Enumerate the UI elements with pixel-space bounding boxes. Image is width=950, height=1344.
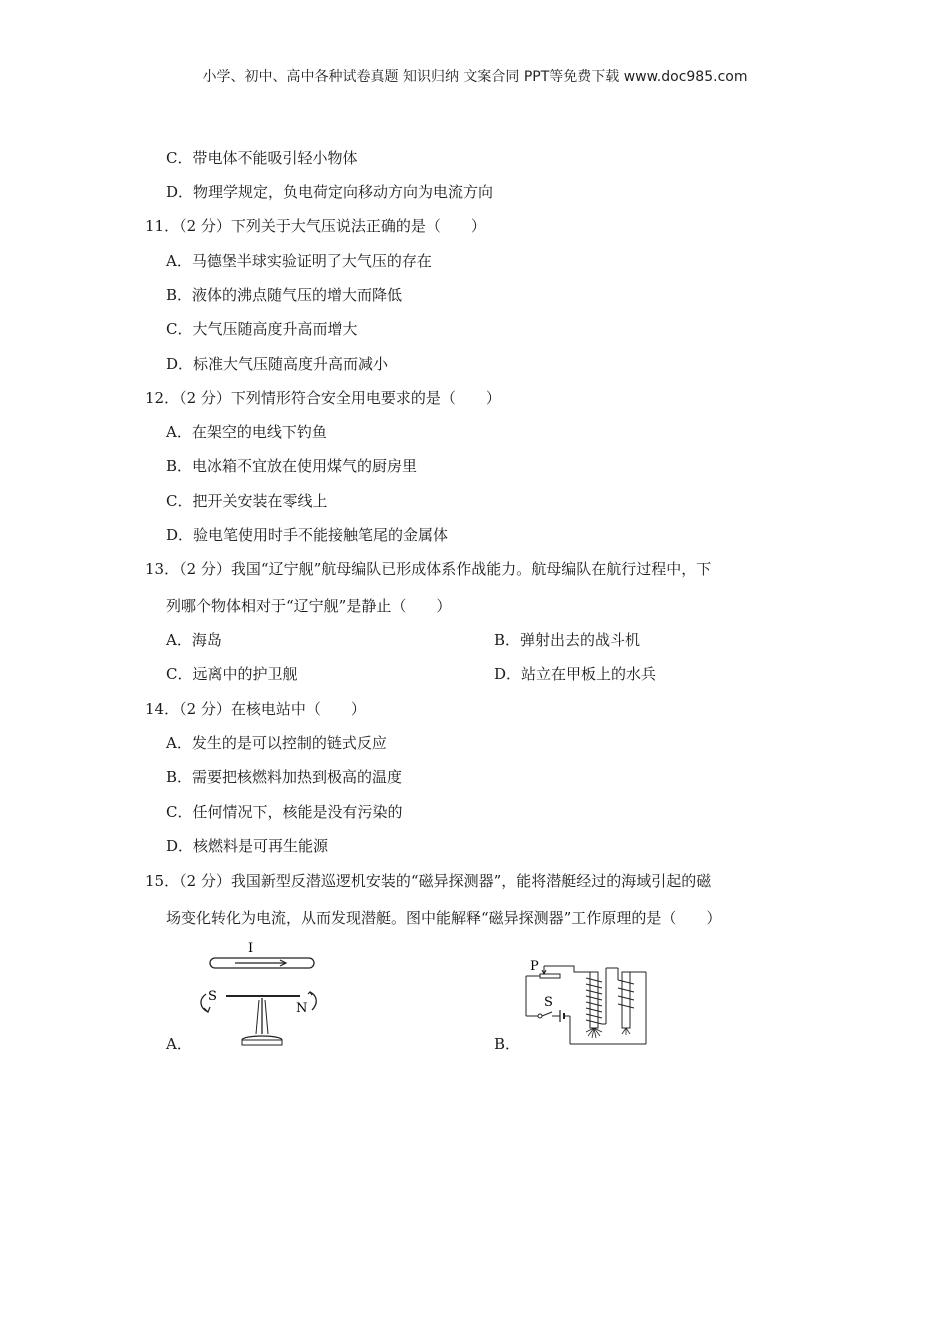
q13-option-b: B．弹射出去的战斗机	[494, 631, 641, 649]
q10-option-c: C．带电体不能吸引轻小物体	[166, 149, 358, 167]
page-header: 小学、初中、高中各种试卷真题 知识归纳 文案合同 PPT等免费下载 www.doc985.com	[202, 69, 748, 85]
q15-stem-line1: 15．（2 分）我国新型反潜巡逻机安装的“磁异探测器”，能将潜艇经过的海域引起的磁	[145, 872, 712, 890]
q13-stem-line1: 13．（2 分）我国“辽宁舰”航母编队已形成体系作战能力。航母编队在航行过程中，下	[145, 560, 712, 578]
q13-stem-line2: 列哪个物体相对于“辽宁舰”是静止（ ）	[166, 597, 452, 615]
q13-option-a: A．海岛	[166, 631, 222, 649]
q12-option-d: D．验电笔使用时手不能接触笔尾的金属体	[166, 526, 449, 544]
q11-option-a: A．马德堡半球实验证明了大气压的存在	[166, 252, 432, 270]
figure-a-s-label: S	[208, 989, 217, 1004]
q14-option-d: D．核燃料是可再生能源	[166, 837, 329, 855]
q15-option-a-label: A．	[166, 1035, 192, 1053]
q12-option-b: B．电冰箱不宜放在使用煤气的厨房里	[166, 457, 418, 475]
q12-option-c: C．把开关安装在零线上	[166, 492, 328, 510]
q12-stem: 12．（2 分）下列情形符合安全用电要求的是（ ）	[145, 389, 501, 407]
q14-option-c: C．任何情况下，核能是没有污染的	[166, 803, 403, 821]
q14-option-a: A．发生的是可以控制的链式反应	[166, 734, 387, 752]
q11-stem: 11．（2 分）下列关于大气压说法正确的是（ ）	[145, 217, 486, 235]
q12-option-a: A．在架空的电线下钓鱼	[166, 423, 327, 441]
figure-b-s-label: S	[544, 995, 553, 1010]
q11-option-b: B．液体的沸点随气压的增大而降低	[166, 286, 403, 304]
figure-a-current-label: I	[248, 941, 254, 956]
q13-option-d: D．站立在甲板上的水兵	[494, 665, 657, 683]
q15-option-b-label: B．	[494, 1035, 521, 1053]
figure-a-n-label: N	[296, 1001, 308, 1016]
q11-option-c: C．大气压随高度升高而增大	[166, 320, 358, 338]
figure-a-oersted-diagram	[190, 938, 330, 1053]
q10-option-d: D．物理学规定，负电荷定向移动方向为电流方向	[166, 183, 494, 201]
q14-option-b: B．需要把核燃料加热到极高的温度	[166, 768, 403, 786]
figure-b-p-label: P	[530, 959, 539, 974]
q15-stem-line2: 场变化转化为电流，从而发现潜艇。图中能解释“磁异探测器”工作原理的是（ ）	[166, 909, 722, 927]
q11-option-d: D．标准大气压随高度升高而减小	[166, 355, 389, 373]
q14-stem: 14．（2 分）在核电站中（ ）	[145, 700, 366, 718]
figure-b-electromagnet-circuit	[522, 958, 652, 1050]
q13-option-c: C．远离中的护卫舰	[166, 665, 298, 683]
